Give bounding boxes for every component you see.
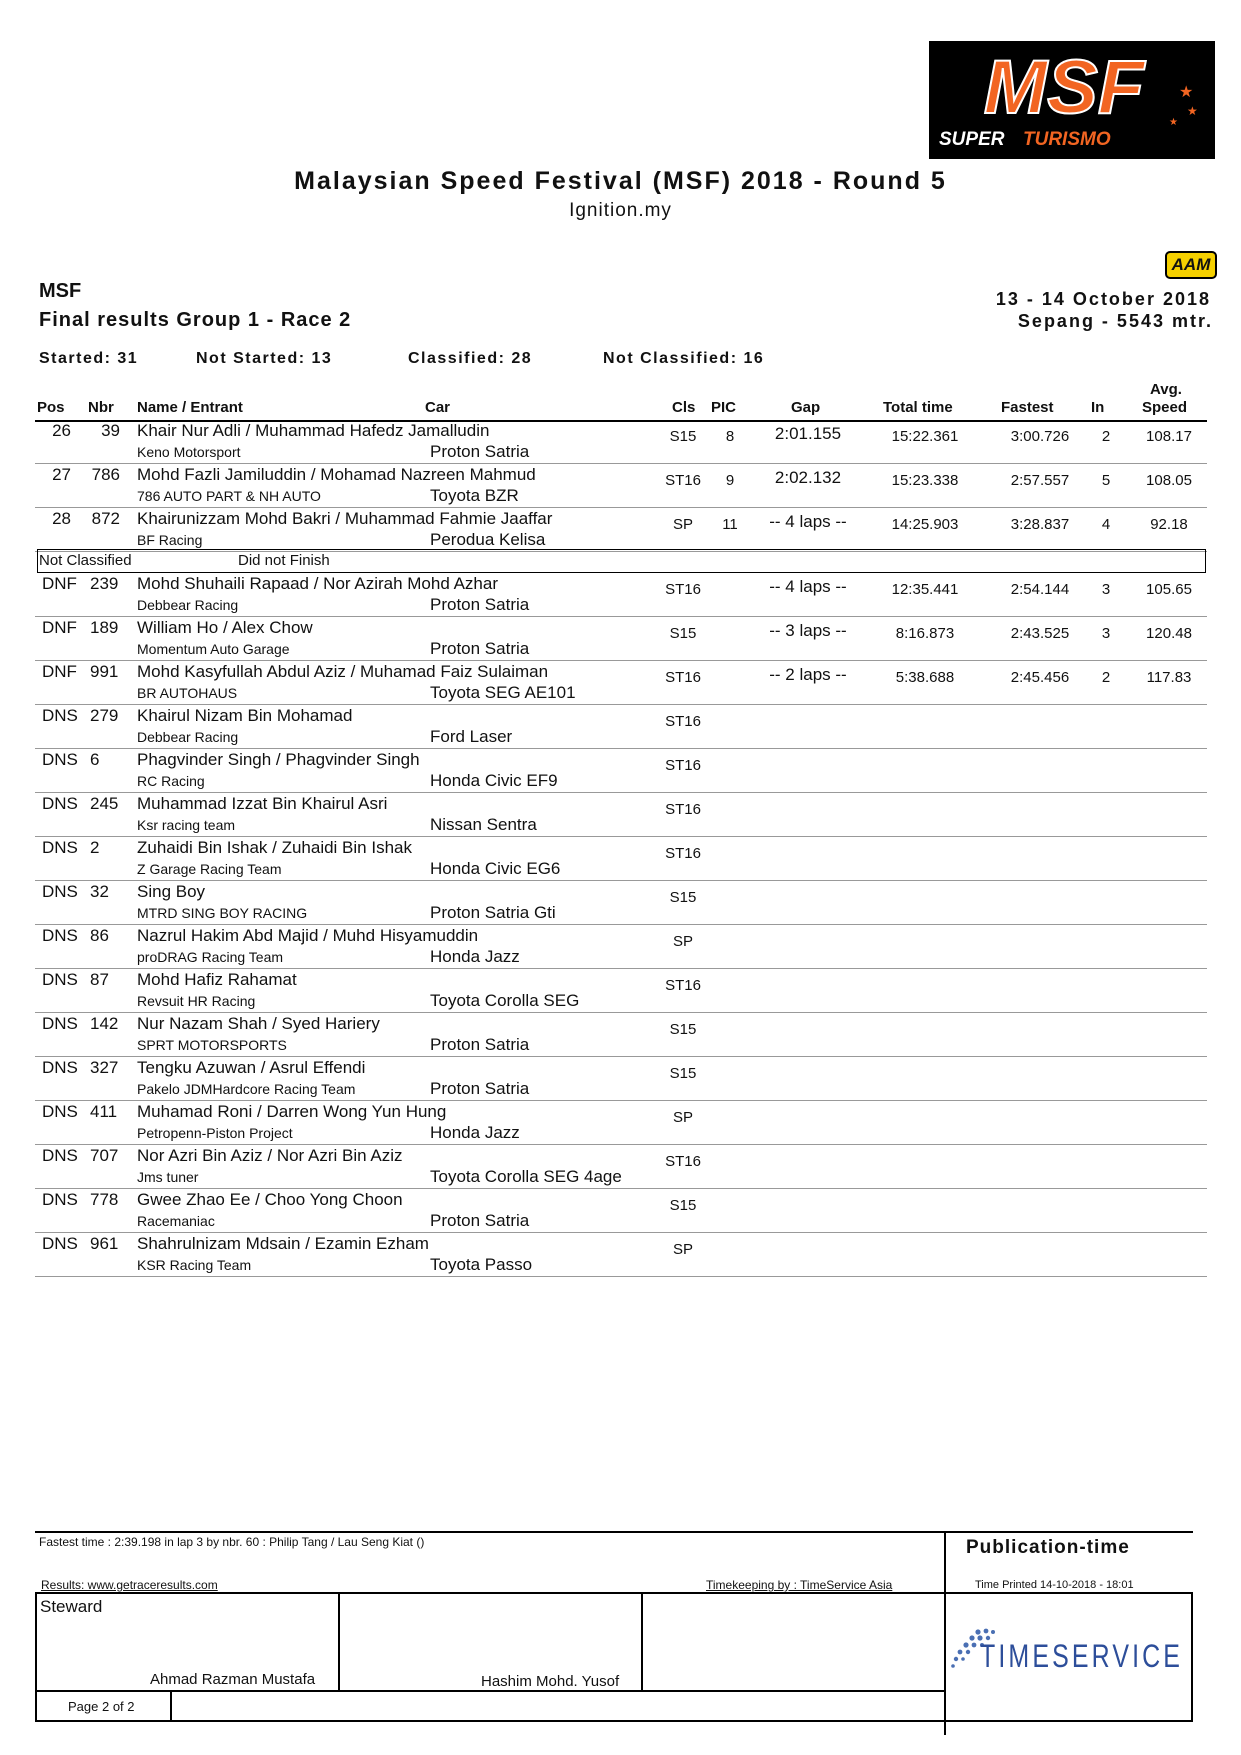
- result-nbr: 786: [91, 465, 120, 484]
- result-pos: DNS: [42, 882, 78, 901]
- result-row: [0, 573, 1241, 617]
- result-pos: DNS: [42, 706, 78, 725]
- result-avg-speed: 92.18: [1150, 516, 1188, 533]
- result-pos: DNF: [42, 618, 77, 637]
- result-class: ST16: [665, 801, 701, 818]
- stat-not-started: Not Started: 13: [196, 350, 333, 367]
- result-nbr: 189: [90, 618, 119, 637]
- col-total: Total time: [883, 399, 953, 416]
- result-entrant: proDRAG Racing Team: [137, 949, 284, 965]
- result-class: S15: [669, 889, 697, 906]
- signature-name-1: Ahmad Razman Mustafa: [150, 1671, 316, 1688]
- result-pos: DNF: [42, 662, 77, 681]
- result-class: SP: [672, 1109, 693, 1126]
- results-link[interactable]: Results: www.getraceresults.com: [41, 1578, 218, 1592]
- result-class: S15: [669, 1065, 697, 1082]
- result-row: [0, 508, 1241, 552]
- result-total-time: 15:22.361: [891, 428, 959, 445]
- result-avg-speed: 105.65: [1146, 581, 1192, 598]
- result-in-lap: 3: [1101, 581, 1111, 598]
- result-entrant: Z Garage Racing Team: [137, 861, 282, 877]
- result-entrant: Petropenn-Piston Project: [137, 1125, 293, 1141]
- result-class: SP: [672, 1241, 693, 1258]
- result-nbr: 87: [90, 970, 109, 989]
- result-class: S15: [669, 625, 697, 642]
- result-pic: 9: [725, 472, 735, 489]
- result-driver-name: Mohd Fazli Jamiluddin / Mohamad Nazreen Mahmud: [137, 465, 536, 484]
- result-pos: DNS: [42, 1146, 78, 1165]
- result-nbr: 411: [90, 1102, 118, 1121]
- result-pos: DNS: [42, 926, 78, 945]
- publication-time-label: Publication-time: [966, 1537, 1130, 1558]
- event-venue: Sepang - 5543 mtr.: [1017, 311, 1213, 331]
- result-driver-name: Khair Nur Adli / Muhammad Hafedz Jamalludin: [137, 421, 490, 440]
- result-entrant: Debbear Racing: [137, 597, 239, 613]
- result-row: [0, 705, 1241, 749]
- col-car: Car: [425, 399, 451, 416]
- result-entrant: BR AUTOHAUS: [137, 685, 238, 701]
- col-speed: Speed: [1142, 399, 1188, 416]
- result-nbr: 778: [90, 1190, 119, 1209]
- result-avg-speed: 117.83: [1146, 669, 1192, 686]
- aam-badge: AAM: [1165, 251, 1217, 279]
- result-nbr: 6: [90, 750, 100, 769]
- star-icon: ★: [1169, 117, 1178, 128]
- col-name: Name / Entrant: [137, 399, 243, 416]
- section-not-classified: [37, 549, 1206, 573]
- result-fastest-lap: 3:00.726: [1010, 428, 1070, 445]
- result-class: S15: [669, 1021, 697, 1038]
- result-nbr: 872: [91, 509, 120, 528]
- result-avg-speed: 108.17: [1146, 428, 1192, 445]
- result-car: Honda Jazz: [430, 1123, 520, 1142]
- result-nbr: 2: [90, 838, 100, 857]
- col-in: In: [1091, 399, 1105, 416]
- result-pos: DNF: [42, 574, 77, 593]
- result-driver-name: Mohd Kasyfullah Abdul Aziz / Muhamad Faiz Sulaiman: [137, 662, 549, 681]
- result-in-lap: 5: [1101, 472, 1111, 489]
- page-subtitle: Ignition.my: [569, 200, 672, 221]
- result-class: ST16: [665, 472, 701, 489]
- result-total-time: 15:23.338: [891, 472, 959, 489]
- result-driver-name: William Ho / Alex Chow: [137, 618, 313, 637]
- result-driver-name: Nur Nazam Shah / Syed Hariery: [137, 1014, 380, 1033]
- result-class: ST16: [665, 757, 701, 774]
- col-fastest: Fastest: [1001, 399, 1054, 416]
- result-in-lap: 4: [1101, 516, 1111, 533]
- result-car: Toyota BZR: [430, 486, 519, 505]
- result-entrant: MTRD SING BOY RACING: [137, 905, 308, 921]
- result-gap: -- 3 laps --: [769, 621, 847, 640]
- result-nbr: 32: [90, 882, 109, 901]
- result-row: [0, 1233, 1241, 1277]
- row-divider: [35, 1276, 1207, 1277]
- result-car: Perodua Kelisa: [430, 530, 546, 549]
- result-entrant: BF Racing: [137, 532, 203, 548]
- result-row: [0, 925, 1241, 969]
- result-nbr: 991: [90, 662, 119, 681]
- result-car: Toyota SEG AE101: [430, 683, 576, 702]
- result-gap: 2:01.155: [774, 424, 842, 443]
- result-total-time: 8:16.873: [895, 625, 955, 642]
- page-divider: [170, 1690, 172, 1722]
- result-driver-name: Khairunizzam Mohd Bakri / Muhammad Fahmie Jaaffar: [137, 509, 553, 528]
- result-fastest-lap: 2:57.557: [1010, 472, 1070, 489]
- page-title: Malaysian Speed Festival (MSF) 2018 - Round 5: [294, 167, 947, 195]
- result-class: ST16: [665, 1153, 701, 1170]
- result-pos: DNS: [42, 1190, 78, 1209]
- result-driver-name: Shahrulnizam Mdsain / Ezamin Ezham: [137, 1234, 429, 1253]
- result-class: ST16: [665, 669, 701, 686]
- result-pos: DNS: [42, 794, 78, 813]
- result-in-lap: 3: [1101, 625, 1111, 642]
- result-car: Toyota Passo: [430, 1255, 533, 1274]
- result-nbr: 239: [90, 574, 119, 593]
- result-entrant: KSR Racing Team: [137, 1257, 252, 1273]
- logo-text-turismo: TURISMO: [1023, 129, 1111, 150]
- result-car: Toyota Corolla SEG: [430, 991, 580, 1010]
- result-entrant: Momentum Auto Garage: [137, 641, 290, 657]
- result-driver-name: Phagvinder Singh / Phagvinder Singh: [137, 750, 420, 769]
- result-row: [0, 617, 1241, 661]
- result-fastest-lap: 2:45.456: [1010, 669, 1070, 686]
- result-pos: 27: [52, 465, 71, 484]
- result-entrant: Debbear Racing: [137, 729, 239, 745]
- col-gap: Gap: [791, 399, 821, 416]
- result-entrant: Pakelo JDMHardcore Racing Team: [137, 1081, 356, 1097]
- result-class: SP: [672, 516, 693, 533]
- result-car: Proton Satria Gti: [430, 903, 556, 922]
- result-pos: DNS: [42, 1102, 78, 1121]
- result-total-time: 12:35.441: [891, 581, 959, 598]
- result-driver-name: Muhamad Roni / Darren Wong Yun Hung: [137, 1102, 447, 1121]
- result-class: ST16: [665, 713, 701, 730]
- result-row: [0, 1145, 1241, 1189]
- result-class: S15: [669, 1197, 697, 1214]
- result-entrant: Jms tuner: [137, 1169, 199, 1185]
- col-pic: PIC: [711, 399, 737, 416]
- col-cls: Cls: [672, 399, 696, 416]
- result-car: Nissan Sentra: [430, 815, 537, 834]
- result-fastest-lap: 3:28.837: [1010, 516, 1070, 533]
- result-in-lap: 2: [1101, 428, 1111, 445]
- result-nbr: 279: [90, 706, 119, 725]
- result-driver-name: Khairul Nizam Bin Mohamad: [137, 706, 353, 725]
- result-car: Honda Civic EG6: [430, 859, 561, 878]
- timeservice-logo: TIMESERVICE: [980, 1638, 1184, 1674]
- result-driver-name: Gwee Zhao Ee / Choo Yong Choon: [137, 1190, 403, 1209]
- result-car: Ford Laser: [430, 727, 513, 746]
- result-nbr: 39: [101, 421, 120, 440]
- result-fastest-lap: 2:54.144: [1010, 581, 1070, 598]
- result-row: [0, 1057, 1241, 1101]
- result-entrant: 786 AUTO PART & NH AUTO: [137, 488, 321, 504]
- result-row: [0, 661, 1241, 705]
- result-class: ST16: [665, 977, 701, 994]
- result-row: [0, 969, 1241, 1013]
- stat-started: Started: 31: [39, 350, 139, 367]
- sig-divider-1: [338, 1592, 340, 1692]
- result-car: Proton Satria: [430, 595, 530, 614]
- result-pos: DNS: [42, 1014, 78, 1033]
- col-nbr: Nbr: [88, 399, 114, 416]
- result-class: ST16: [665, 581, 701, 598]
- result-driver-name: Nor Azri Bin Aziz / Nor Azri Bin Aziz: [137, 1146, 403, 1165]
- result-car: Honda Civic EF9: [430, 771, 558, 790]
- result-row: [0, 793, 1241, 837]
- result-fastest-lap: 2:43.525: [1010, 625, 1070, 642]
- result-nbr: 142: [90, 1014, 119, 1033]
- timekeeping-note: Timekeeping by : TimeService Asia: [706, 1578, 893, 1592]
- col-pos: Pos: [37, 399, 65, 416]
- result-nbr: 86: [90, 926, 109, 945]
- result-total-time: 5:38.688: [895, 669, 955, 686]
- result-driver-name: Mohd Shuhaili Rapaad / Nor Azirah Mohd Azhar: [137, 574, 498, 593]
- result-total-time: 14:25.903: [891, 516, 959, 533]
- result-class: ST16: [665, 845, 701, 862]
- logo-text-msf: MSF: [983, 45, 1145, 130]
- signature-name-2: Hashim Mohd. Yusof: [481, 1673, 620, 1690]
- result-car: Toyota Corolla SEG 4age: [430, 1167, 622, 1186]
- msf-logo: [929, 41, 1215, 159]
- result-gap: -- 4 laps --: [769, 512, 847, 531]
- result-car: Proton Satria: [430, 639, 530, 658]
- result-pos: DNS: [42, 970, 78, 989]
- result-entrant: Ksr racing team: [137, 817, 236, 833]
- result-pos: DNS: [42, 1234, 78, 1253]
- star-icon: ★: [1187, 104, 1198, 118]
- section-label: Not Classified: [39, 552, 132, 569]
- result-driver-name: Muhammad Izzat Bin Khairul Asri: [137, 794, 388, 813]
- col-avg: Avg.: [1150, 381, 1182, 398]
- logo-text-super: SUPER: [939, 129, 1005, 150]
- star-icon: ★: [1179, 84, 1194, 101]
- result-entrant: Revsuit HR Racing: [137, 993, 256, 1009]
- result-gap: -- 2 laps --: [769, 665, 847, 684]
- footer-rule: [35, 1531, 1193, 1533]
- series-name: MSF: [39, 280, 82, 302]
- result-entrant: SPRT MOTORSPORTS: [137, 1037, 287, 1053]
- result-driver-name: Sing Boy: [137, 882, 206, 901]
- result-nbr: 327: [90, 1058, 119, 1077]
- msf-logo-graphic: [929, 41, 1215, 159]
- result-nbr: 707: [90, 1146, 119, 1165]
- result-pos: DNS: [42, 838, 78, 857]
- section-sublabel: Did not Finish: [238, 552, 330, 569]
- result-row: [0, 749, 1241, 793]
- result-car: Proton Satria: [430, 1079, 530, 1098]
- page-number: Page 2 of 2: [68, 1699, 135, 1714]
- result-driver-name: Mohd Hafiz Rahamat: [137, 970, 297, 989]
- result-pos: 26: [52, 421, 71, 440]
- result-row: [0, 1013, 1241, 1057]
- result-driver-name: Tengku Azuwan / Asrul Effendi: [137, 1058, 366, 1077]
- result-pos: DNS: [42, 1058, 78, 1077]
- result-car: Proton Satria: [430, 1035, 530, 1054]
- result-entrant: Racemaniac: [137, 1213, 215, 1229]
- result-avg-speed: 120.48: [1146, 625, 1192, 642]
- result-car: Honda Jazz: [430, 947, 520, 966]
- result-in-lap: 2: [1101, 669, 1111, 686]
- result-row: [0, 1189, 1241, 1233]
- result-row: [0, 464, 1241, 508]
- result-car: Proton Satria: [430, 1211, 530, 1230]
- result-class: SP: [672, 933, 693, 950]
- result-driver-name: Nazrul Hakim Abd Majid / Muhd Hisyamuddin: [137, 926, 479, 945]
- result-car: Proton Satria: [430, 442, 530, 461]
- event-date: 13 - 14 October 2018: [995, 289, 1211, 309]
- result-nbr: 961: [90, 1234, 119, 1253]
- result-pos: 28: [52, 509, 71, 528]
- result-driver-name: Zuhaidi Bin Ishak / Zuhaidi Bin Ishak: [137, 838, 412, 857]
- steward-label: Steward: [40, 1597, 103, 1616]
- sig-divider-2: [641, 1592, 643, 1692]
- result-avg-speed: 108.05: [1146, 472, 1192, 489]
- result-nbr: 245: [90, 794, 119, 813]
- stat-not-classified: Not Classified: 16: [603, 350, 765, 367]
- stat-classified: Classified: 28: [408, 350, 533, 367]
- result-entrant: RC Racing: [137, 773, 205, 789]
- result-gap: 2:02.132: [774, 468, 842, 487]
- result-pic: 8: [725, 428, 735, 445]
- result-gap: -- 4 laps --: [769, 577, 847, 596]
- time-printed: Time Printed 14-10-2018 - 18:01: [975, 1579, 1134, 1591]
- result-entrant: Keno Motorsport: [137, 444, 241, 460]
- result-class: S15: [669, 428, 697, 445]
- race-title: Final results Group 1 - Race 2: [39, 309, 352, 331]
- result-row: [0, 420, 1241, 464]
- result-row: [0, 881, 1241, 925]
- fastest-time-note: Fastest time : 2:39.198 in lap 3 by nbr. 60 : Philip Tang / Lau Seng Kiat (): [39, 1535, 425, 1549]
- result-row: [0, 837, 1241, 881]
- result-pos: DNS: [42, 750, 78, 769]
- result-pic: 11: [722, 516, 738, 533]
- result-row: [0, 1101, 1241, 1145]
